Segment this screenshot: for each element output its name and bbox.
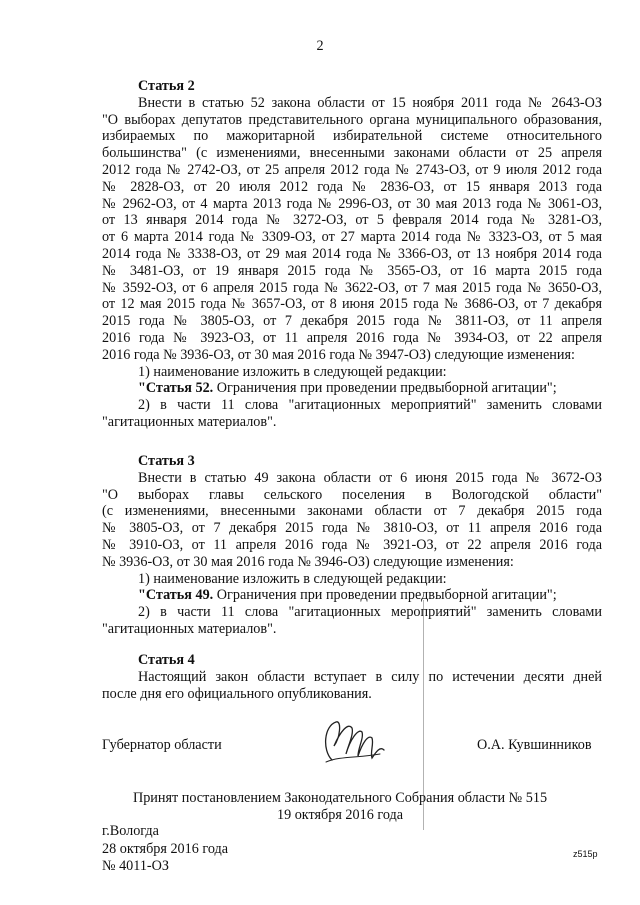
article-3-text-line: (с изменениями, внесенными законами области от 7 декабря 2015 года <box>102 503 602 520</box>
article-2-text-line: № 2828-ОЗ, от 20 июля 2012 года № 2836-ОЗ, от 15 января 2013 года <box>102 178 602 195</box>
article-3-text-line: "О выборах главы сельского поселения в Вологодской области" <box>102 486 602 503</box>
article-2-item-2: 2) в части 11 слова "агитационных мероприятий" заменить словами <box>138 397 602 414</box>
article-2-item-2-cont: "агитационных материалов". <box>102 413 277 430</box>
governor-title: Губернатор области <box>102 737 222 753</box>
article-3-quote <box>102 587 602 604</box>
page-number: 2 <box>316 38 324 54</box>
article-2-text-line: 2014 года № 3338-ОЗ, от 29 мая 2014 года № 3366-ОЗ, от 13 ноября 2014 года <box>102 245 602 262</box>
article-2 <box>102 78 602 431</box>
article-2-text-line: от 6 марта 2014 года № 3309-ОЗ, от 27 марта 2014 года № 3323-ОЗ, от 5 мая <box>102 229 602 246</box>
article-3-text-line: № 3805-ОЗ, от 7 декабря 2015 года № 3810-ОЗ, от 11 апреля 2016 года <box>102 520 602 537</box>
article-2-heading: Статья 2 <box>138 78 195 94</box>
article-4 <box>102 652 602 702</box>
article-2-text-line: большинства" (с изменениями, внесенными законами области от 25 апреля <box>102 145 602 162</box>
article-2-text-line: от 13 января 2014 года № 3272-ОЗ, от 5 февраля 2014 года № 3281-ОЗ, <box>102 212 602 229</box>
scan-artifact-line <box>423 600 424 830</box>
article-2-quote-bold: "Статья 52. <box>138 380 214 397</box>
article-3-item-2-cont: "агитационных материалов". <box>102 620 277 637</box>
article-2-quote <box>102 380 602 397</box>
article-4-text-line: Настоящий закон области вступает в силу по истечении десяти дней <box>138 668 602 685</box>
article-3-item-1: 1) наименование изложить в следующей редакции: <box>138 570 447 587</box>
article-2-text-line: 2015 года № 3805-ОЗ, от 7 декабря 2015 года № 3811-ОЗ, от 11 апреля <box>102 313 602 330</box>
article-3-text-line: № 3910-ОЗ, от 11 апреля 2016 года № 3921-ОЗ, от 22 апреля 2016 года <box>102 536 602 553</box>
article-3-item-2: 2) в части 11 слова "агитационных мероприятий" заменить словами <box>138 604 602 621</box>
article-3-heading: Статья 3 <box>138 453 195 469</box>
handwritten-signature <box>318 716 388 768</box>
article-2-text-line: избираемых по мажоритарной избирательной системе относительного <box>102 128 602 145</box>
article-3-quote-rest: Ограничения при проведении предвыборной агитации"; <box>213 587 557 604</box>
article-3-text-line: № 3936-ОЗ, от 30 мая 2016 года № 3946-ОЗ) следующие изменения: <box>102 553 514 570</box>
article-3-text-line: Внести в статью 49 закона области от 6 июня 2015 года № 3672-ОЗ <box>138 469 602 486</box>
article-2-item-1: 1) наименование изложить в следующей редакции: <box>138 363 447 380</box>
article-2-text-line: № 3481-ОЗ, от 19 января 2015 года № 3565-ОЗ, от 16 марта 2015 года <box>102 262 602 279</box>
adoption-line-1: Принят постановлением Законодательного Собрания области № 515 <box>132 790 548 806</box>
signing-date: 28 октября 2016 года <box>102 841 229 857</box>
article-2-text-line: от 12 мая 2015 года № 3657-ОЗ, от 8 июня 2015 года № 3686-ОЗ, от 7 декабря <box>102 296 602 313</box>
article-2-text-line: 2016 года № 3936-ОЗ, от 30 мая 2016 года № 3947-ОЗ) следующие изменения: <box>102 346 575 363</box>
adoption-note <box>100 790 580 824</box>
article-2-text-line: 2012 года № 2742-ОЗ, от 25 апреля 2012 года № 2743-ОЗ, от 9 июля 2012 года <box>102 161 602 178</box>
article-2-text-line: № 2962-ОЗ, от 4 марта 2013 года № 2996-ОЗ, от 30 мая 2013 года № 3061-ОЗ, <box>102 195 602 212</box>
article-2-text-line: № 3592-ОЗ, от 6 апреля 2015 года № 3622-ОЗ, от 7 мая 2015 года № 3650-ОЗ, <box>102 279 602 296</box>
article-2-text-line: "О выборах депутатов представительного органа муниципального образования, <box>102 111 602 128</box>
article-3 <box>102 453 602 638</box>
article-2-text-line: Внести в статью 52 закона области от 15 ноября 2011 года № 2643-ОЗ <box>138 94 602 111</box>
article-3-quote-bold: "Статья 49. <box>138 587 214 604</box>
place-of-signing: г.Вологда <box>102 823 159 839</box>
article-2-quote-rest: Ограничения при проведении предвыборной агитации"; <box>213 380 557 397</box>
law-number: № 4011-ОЗ <box>102 858 170 874</box>
article-4-text-line: после дня его официального опубликования. <box>102 685 372 702</box>
document-code: z515p <box>573 849 598 859</box>
article-4-heading: Статья 4 <box>138 652 195 668</box>
adoption-line-2: 19 октября 2016 года <box>276 806 404 823</box>
article-2-text-line: 2016 года № 3923-ОЗ, от 11 апреля 2016 года № 3934-ОЗ, от 22 апреля <box>102 329 602 346</box>
governor-name: О.А. Кувшинников <box>477 737 592 753</box>
